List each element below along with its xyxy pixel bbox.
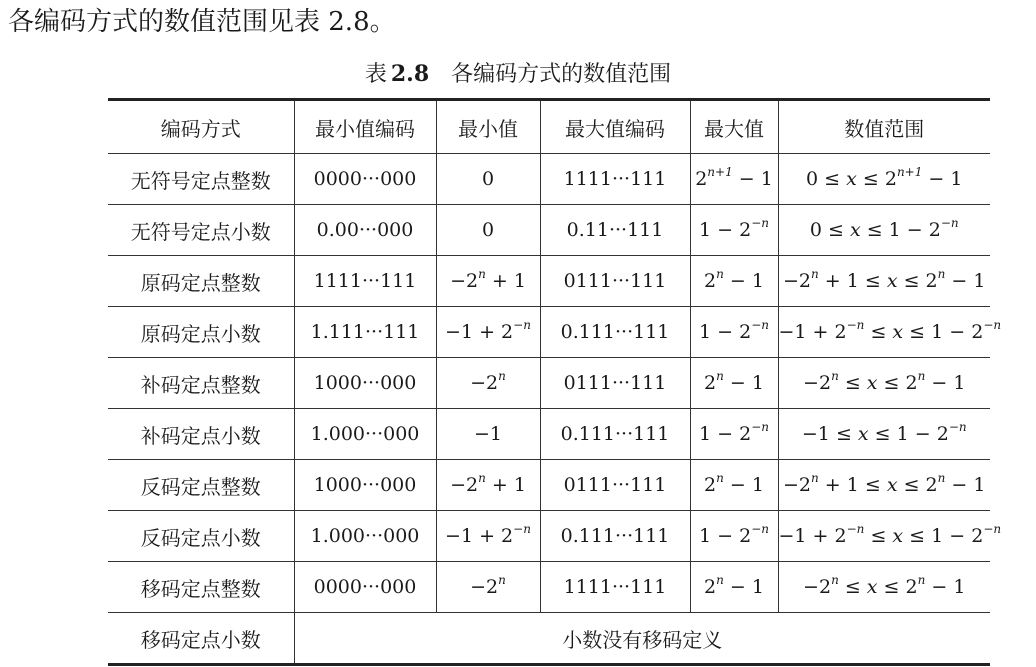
table-row — [108, 205, 990, 256]
cell-max-code: 0.11···111 — [540, 205, 690, 256]
cell-min-value: $-2^n$ — [436, 562, 540, 613]
cell-encoding-name: 移码定点整数 — [108, 562, 294, 613]
table-row — [108, 409, 990, 460]
caption-label: 表 — [364, 62, 387, 87]
cell-min-code: 0.00···000 — [294, 205, 436, 256]
table-row — [108, 358, 990, 409]
table-row — [108, 511, 990, 562]
cell-encoding-name: 原码定点小数 — [108, 307, 294, 358]
cell-min-code: 0000···000 — [294, 562, 436, 613]
cell-min-code: 1.000···000 — [294, 511, 436, 562]
header-row — [108, 100, 990, 154]
cell-max-value: $2^n - 1$ — [690, 256, 778, 307]
cell-min-code: 0000···000 — [294, 154, 436, 205]
cell-max-value: $2^{n+1} - 1$ — [690, 154, 778, 205]
caption-title: 各编码方式的数值范围 — [451, 62, 672, 87]
cell-max-code: 0.111···111 — [540, 409, 690, 460]
cell-note: 小数没有移码定义 — [294, 613, 990, 665]
cell-max-value: $2^n - 1$ — [690, 358, 778, 409]
cell-max-code: 1111···111 — [540, 154, 690, 205]
caption-number: 2.8 — [390, 61, 430, 87]
cell-min-code: 1.111···111 — [294, 307, 436, 358]
table-row — [108, 562, 990, 613]
cell-max-value: $2^n - 1$ — [690, 562, 778, 613]
cell-max-code: 0111···111 — [540, 358, 690, 409]
header-min-value: 最小值 — [436, 100, 540, 154]
cell-encoding-name: 无符号定点小数 — [108, 205, 294, 256]
cell-encoding-name: 反码定点整数 — [108, 460, 294, 511]
cell-max-code: 0.111···111 — [540, 511, 690, 562]
cell-min-value: $-1 + 2^{-n}$ — [436, 511, 540, 562]
cell-max-value: $2^n - 1$ — [690, 460, 778, 511]
header-min-code: 最小值编码 — [294, 100, 436, 154]
cell-max-code: 0111···111 — [540, 460, 690, 511]
cell-min-code: 1000···000 — [294, 358, 436, 409]
cell-value-range: $-2^n \le x \le 2^n - 1$ — [778, 358, 990, 409]
cell-max-code: 0111···111 — [540, 256, 690, 307]
value-range-table — [108, 98, 1002, 666]
cell-encoding-name: 原码定点整数 — [108, 256, 294, 307]
cell-value-range: $-1 \le x \le 1 - 2^{-n}$ — [778, 409, 990, 460]
cell-min-value: $-1 + 2^{-n}$ — [436, 307, 540, 358]
cell-encoding-name: 无符号定点整数 — [108, 154, 294, 205]
cell-min-code: 1000···000 — [294, 460, 436, 511]
cell-max-code: 1111···111 — [540, 562, 690, 613]
header-value-range: 数值范围 — [778, 100, 990, 154]
cell-value-range: $-2^n \le x \le 2^n - 1$ — [778, 562, 990, 613]
cell-min-code: 1111···111 — [294, 256, 436, 307]
table-row — [108, 256, 990, 307]
cell-value-range: $-2^n + 1 \le x \le 2^n - 1$ — [778, 460, 990, 511]
cell-value-range: $0 \le x \le 1 - 2^{-n}$ — [778, 205, 990, 256]
cell-value-range: $-1 + 2^{-n} \le x \le 1 - 2^{-n}$ — [778, 307, 990, 358]
cell-min-value: 0 — [436, 154, 540, 205]
cell-min-value: −1 — [436, 409, 540, 460]
cell-min-value: $-2^n + 1$ — [436, 256, 540, 307]
cell-min-value: 0 — [436, 205, 540, 256]
cell-encoding-name: 移码定点小数 — [108, 613, 294, 665]
table-row — [108, 307, 990, 358]
cell-max-value: $1 - 2^{-n}$ — [690, 409, 778, 460]
table-row — [108, 613, 990, 665]
cell-encoding-name: 反码定点小数 — [108, 511, 294, 562]
cell-max-value: $1 - 2^{-n}$ — [690, 205, 778, 256]
intro-paragraph: 各编码方式的数值范围见表 2.8。 — [8, 7, 396, 37]
cell-min-code: 1.000···000 — [294, 409, 436, 460]
header-max-code: 最大值编码 — [540, 100, 690, 154]
header-max-value: 最大值 — [690, 100, 778, 154]
cell-min-value: $-2^n$ — [436, 358, 540, 409]
table-row — [108, 154, 990, 205]
cell-max-code: 0.111···111 — [540, 307, 690, 358]
table-body — [108, 154, 1002, 665]
cell-value-range: $-1 + 2^{-n} \le x \le 1 - 2^{-n}$ — [778, 511, 990, 562]
cell-encoding-name: 补码定点整数 — [108, 358, 294, 409]
cell-value-range: $0 \le x \le 2^{n+1} - 1$ — [778, 154, 990, 205]
table-caption — [0, 58, 1036, 91]
cell-min-value: $-2^n + 1$ — [436, 460, 540, 511]
table-row — [108, 460, 990, 511]
cell-max-value: $1 - 2^{-n}$ — [690, 307, 778, 358]
cell-encoding-name: 补码定点小数 — [108, 409, 294, 460]
cell-max-value: $1 - 2^{-n}$ — [690, 511, 778, 562]
cell-value-range: $-2^n + 1 \le x \le 2^n - 1$ — [778, 256, 990, 307]
header-encoding: 编码方式 — [108, 100, 294, 154]
